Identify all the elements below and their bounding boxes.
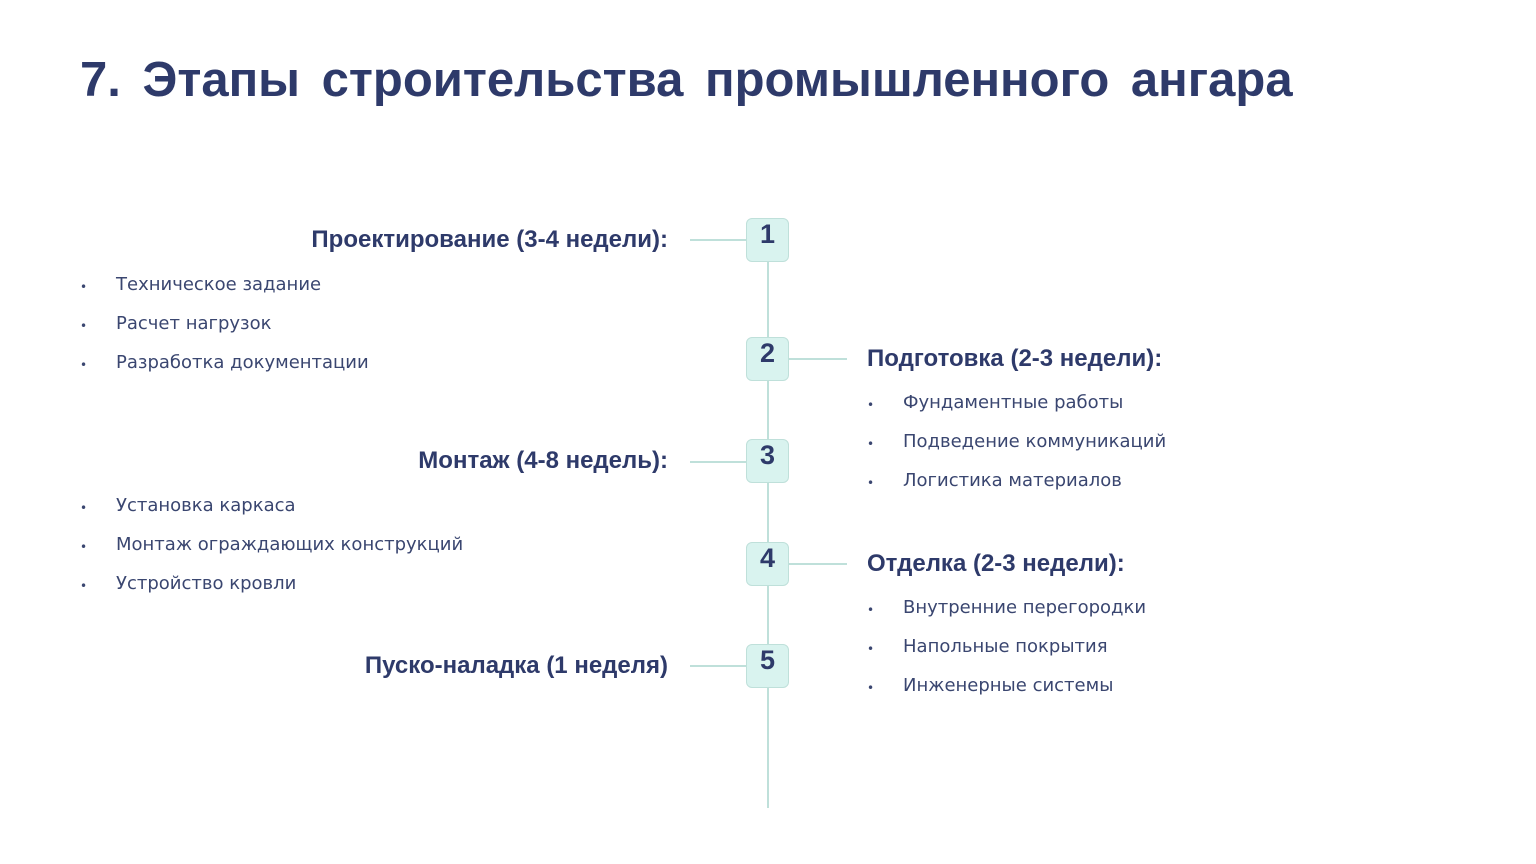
bullet-icon: • [80, 579, 88, 593]
list-item-text: Техническое задание [116, 274, 322, 295]
timeline-axis [767, 240, 769, 808]
list-item [867, 675, 1146, 714]
list-item [867, 597, 1146, 636]
connector-stage-4 [789, 563, 847, 565]
stage-1-heading: Проектирование (3-4 недели): [311, 226, 668, 253]
connector-stage-1 [690, 239, 747, 241]
stage-5-number-badge: 5 [746, 644, 789, 688]
list-item [867, 470, 1166, 509]
bullet-icon: • [867, 681, 875, 695]
list-item-text: Устройство кровли [116, 573, 297, 594]
list-item [80, 534, 463, 573]
list-item [80, 573, 463, 612]
list-item-text: Подведение коммуникаций [903, 431, 1167, 452]
list-item-text: Логистика материалов [903, 470, 1122, 491]
stage-1-number-badge: 1 [746, 218, 789, 262]
stage-4-item-list [867, 597, 1146, 714]
stage-5-heading: Пуско-наладка (1 неделя) [364, 652, 668, 679]
list-item-text: Напольные покрытия [903, 636, 1108, 657]
stage-1-item-list [80, 274, 369, 391]
list-item-text: Внутренние перегородки [903, 597, 1147, 618]
list-item [80, 352, 369, 391]
list-item-text: Установка каркаса [116, 495, 296, 516]
bullet-icon: • [867, 603, 875, 617]
list-item [80, 274, 369, 313]
bullet-icon: • [867, 437, 875, 451]
bullet-icon: • [80, 319, 88, 333]
list-item-text: Расчет нагрузок [116, 313, 272, 334]
stage-2-item-list [867, 392, 1166, 509]
list-item [80, 495, 463, 534]
list-item [867, 636, 1146, 675]
list-item-text: Монтаж ограждающих конструкций [116, 534, 464, 555]
bullet-icon: • [80, 540, 88, 554]
list-item [867, 431, 1166, 470]
connector-stage-2 [789, 358, 847, 360]
list-item [867, 392, 1166, 431]
bullet-icon: • [867, 642, 875, 656]
list-item-text: Инженерные системы [903, 675, 1114, 696]
list-item-text: Разработка документации [116, 352, 369, 373]
stage-3-heading: Монтаж (4-8 недель): [418, 447, 668, 474]
bullet-icon: • [80, 501, 88, 515]
stage-2-number-badge: 2 [746, 337, 789, 381]
bullet-icon: • [80, 358, 88, 372]
connector-stage-3 [690, 461, 747, 463]
stage-3-item-list [80, 495, 463, 612]
bullet-icon: • [867, 476, 875, 490]
stage-2-heading: Подготовка (2-3 недели): [867, 345, 1163, 372]
stage-3-number-badge: 3 [746, 439, 789, 483]
bullet-icon: • [80, 280, 88, 294]
list-item [80, 313, 369, 352]
connector-stage-5 [690, 665, 747, 667]
bullet-icon: • [867, 398, 875, 412]
stage-4-number-badge: 4 [746, 542, 789, 586]
slide-title: 7. Этапы строительства промышленного ангара [80, 53, 1293, 107]
stage-4-heading: Отделка (2-3 недели): [867, 550, 1125, 577]
list-item-text: Фундаментные работы [903, 392, 1124, 413]
